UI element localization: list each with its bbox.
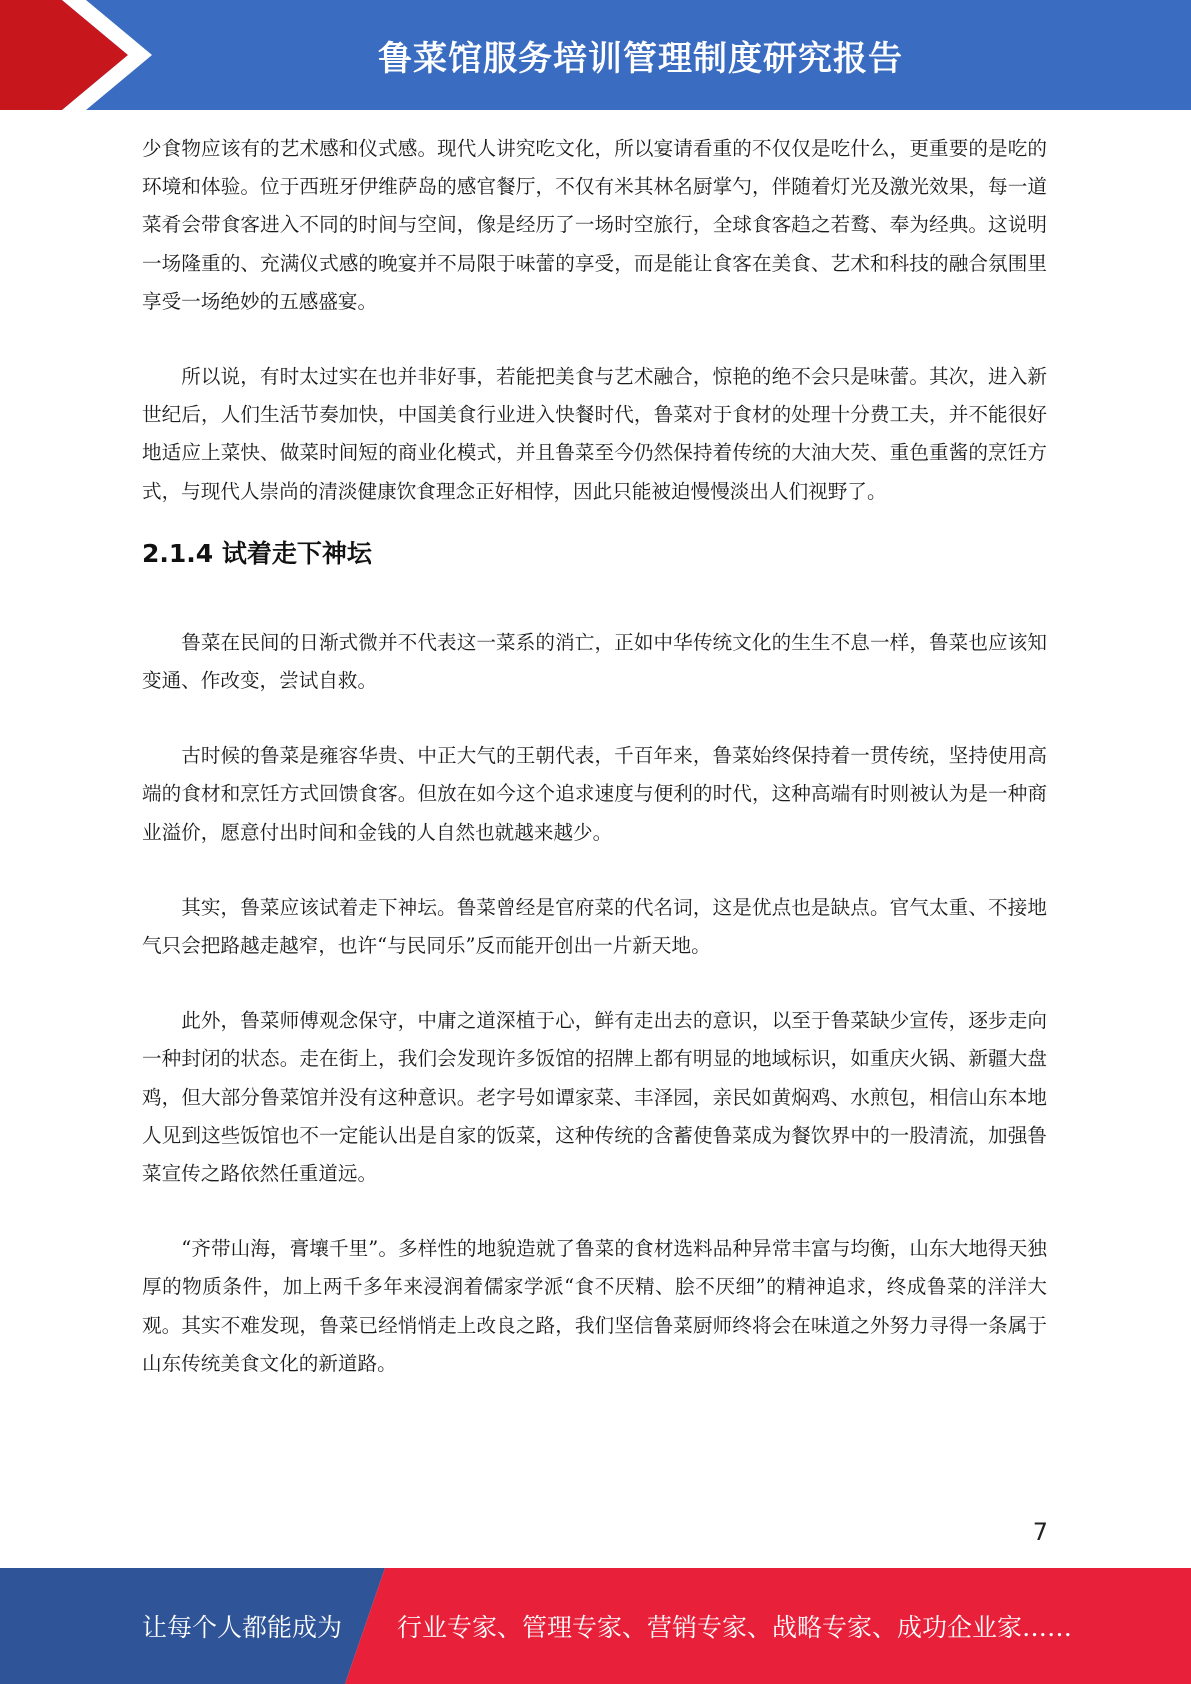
paragraph: 此外，鲁菜师傅观念保守，中庸之道深植于心，鲜有走出去的意识，以至于鲁菜缺少宣传，逐步走向一种封闭的状态。走在街上，我们会发现许多饭馆的招牌上都有明显的地域标识，如重庆火锅、新疆大盘鸡，但大部分鲁菜馆并没有这种意识。老字号如谭家菜、丰泽园，亲民如黄焖鸡、水煎包，相信山东本地人见到这些饭馆也不一定能认出是自家的饭菜，这种传统的含蓄使鲁菜成为餐饮界中的一股清流，加强鲁菜宣传之路依然任重道远。 bbox=[142, 1009, 1047, 1186]
paragraph: 少食物应该有的艺术感和仪式感。现代人讲究吃文化，所以宴请看重的不仅仅是吃什么，更重要的是吃的环境和体验。位于西班牙伊维萨岛的感官餐厅，不仅有米其林名厨掌勺，伴随着灯光及激光效果，每一道菜肴会带食客进入不同的时间与空间，像是经历了一场时空旅行，全球食客趋之若鹜、奉为经典。这说明一场隆重的、充满仪式感的晚宴并不局限于味蕾的享受，而是能让食客在美食、艺术和科技的融合氛围里享受一场绝妙的五感盛宴。 bbox=[142, 137, 1047, 313]
paragraph: “齐带山海，膏壤千里”。多样性的地貌造就了鲁菜的食材选料品种异常丰富与均衡，山东大地得天独厚的物质条件，加上两千多年来浸润着儒家学派“食不厌精、脍不厌细”的精神追求，终成鲁菜的洋洋大观。其实不难发现，鲁菜已经悄悄走上改良之路，我们坚信鲁菜厨师终将会在味道之外努力寻得一条属于山东传统美食文化的新道路。 bbox=[142, 1237, 1047, 1375]
header-chevron-graphic bbox=[0, 0, 160, 110]
page-footer bbox=[0, 1568, 1191, 1684]
section-heading: 2.1.4 试着走下神坛 bbox=[142, 538, 372, 568]
footer-slogan-right: 行业专家、管理专家、营销专家、战略专家、成功企业家…… bbox=[397, 1613, 1073, 1642]
footer-slogan-left: 让每个人都能成为 bbox=[142, 1613, 343, 1642]
page-header bbox=[0, 0, 1191, 110]
header-title: 鲁菜馆服务培训管理制度研究报告 bbox=[378, 38, 903, 79]
page-number: 7 bbox=[1032, 1518, 1048, 1546]
paragraph: 所以说，有时太过实在也并非好事，若能把美食与艺术融合，惊艳的绝不会只是味蕾。其次，进入新世纪后，人们生活节奏加快，中国美食行业进入快餐时代，鲁菜对于食材的处理十分费工夫，并不能很好地适应上菜快、做菜时间短的商业化模式，并且鲁菜至今仍然保持着传统的大油大芡、重色重酱的烹饪方式，与现代人崇尚的清淡健康饮食理念正好相悖，因此只能被迫慢慢淡出人们视野了。 bbox=[142, 365, 1047, 503]
paragraph: 古时候的鲁菜是雍容华贵、中正大气的王朝代表，千百年来，鲁菜始终保持着一贯传统，坚持使用高端的食材和烹饪方式回馈食客。但放在如今这个追求速度与便利的时代，这种高端有时则被认为是一种商业溢价，愿意付出时间和金钱的人自然也就越来越少。 bbox=[142, 744, 1047, 844]
paragraph: 其实，鲁菜应该试着走下神坛。鲁菜曾经是官府菜的代名词，这是优点也是缺点。官气太重、不接地气只会把路越走越窄，也许“与民同乐”反而能开创出一片新天地。 bbox=[142, 895, 1047, 958]
document-body bbox=[142, 130, 1047, 1383]
paragraph: 鲁菜在民间的日渐式微并不代表这一菜系的消亡，正如中华传统文化的生生不息一样，鲁菜也应该知变通、作改变，尝试自救。 bbox=[142, 630, 1047, 693]
